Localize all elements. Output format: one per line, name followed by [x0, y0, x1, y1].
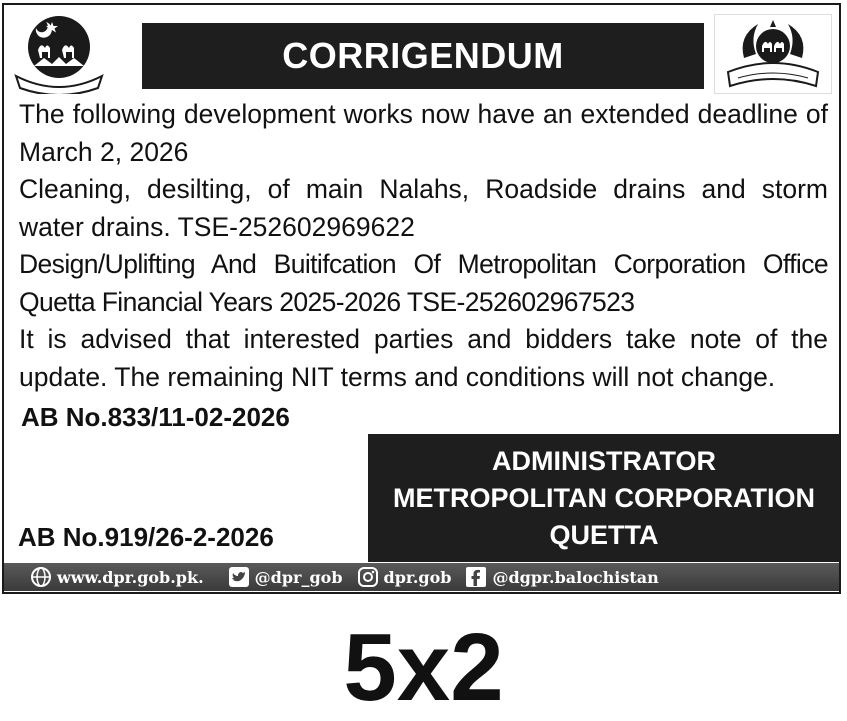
signature-line-3: QUETTA [549, 519, 659, 550]
notice-intro: The following development works now have an extended deadline of March 2, 2026 [19, 99, 828, 167]
notice-body [19, 96, 828, 396]
facebook-handle: @dgpr.balochistan [492, 567, 659, 587]
instagram-handle: dpr.gob [383, 567, 452, 587]
ad-size-label: 5x2 [343, 614, 504, 721]
dgpr-balochistan-logo [714, 14, 832, 94]
globe-icon [30, 566, 52, 588]
instagram-icon [357, 566, 379, 588]
balochistan-government-logo [12, 14, 106, 94]
footer-bar [4, 563, 839, 591]
signature-block [368, 434, 840, 562]
footer-facebook[interactable] [465, 566, 658, 588]
signature-line-1: ADMINISTRATOR [492, 445, 716, 476]
facebook-icon [465, 566, 487, 588]
ab-number-original: AB No.833/11-02-2026 [21, 402, 290, 432]
footer-instagram[interactable] [357, 566, 452, 588]
notice-title: CORRIGENDUM [142, 23, 704, 89]
footer-website[interactable] [30, 566, 204, 588]
work-item-2: Design/Uplifting And Buitifcation Of Metropolitan Corporation Office Quetta Financial Years 2025-2026 TSE-252602967523 [19, 249, 828, 317]
advice-text: It is advised that interested parties and bidders take note of the update. The remaining NIT terms and conditions will not change. [19, 324, 828, 392]
work-item-1: Cleaning, desilting, of main Nalahs, Roadside drains and storm water drains. TSE-252602969622 [19, 174, 828, 242]
website-text: www.dpr.gob.pk. [57, 567, 204, 587]
footer-twitter[interactable] [228, 566, 343, 588]
twitter-handle: @dpr_gob [254, 567, 343, 587]
ab-number-corrigendum: AB No.919/26-2-2026 [18, 522, 274, 552]
twitter-icon [228, 566, 250, 588]
signature-line-2: METROPOLITAN CORPORATION [393, 482, 815, 513]
